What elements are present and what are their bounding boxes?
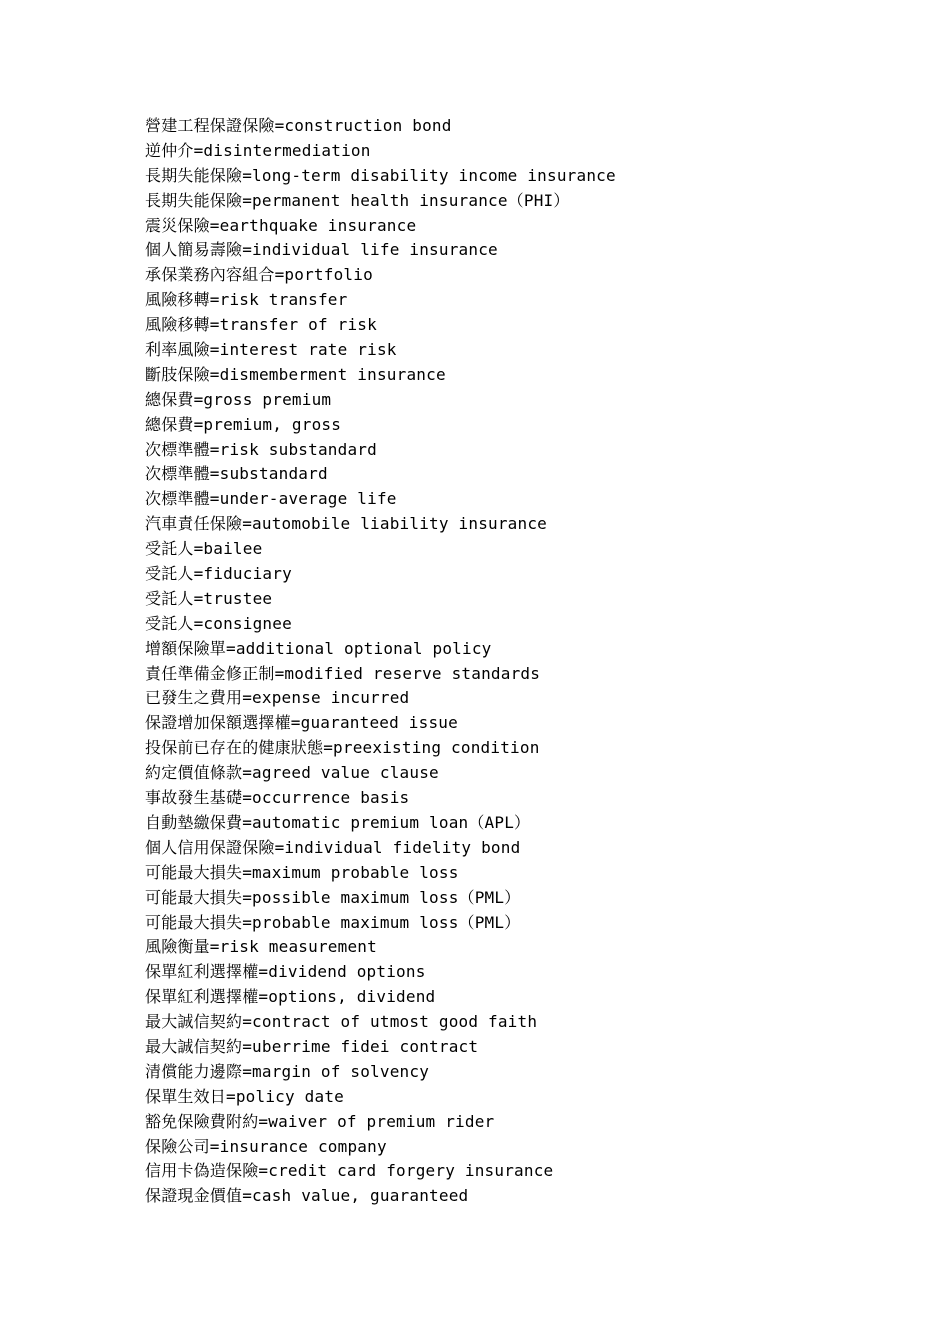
glossary-line: 事故發生基礎=occurrence basis <box>145 788 410 808</box>
glossary-line: 受託人=consignee <box>145 613 292 633</box>
glossary-line: 可能最大損失=maximum probable loss <box>145 862 459 882</box>
glossary-line: 汽車責任保險=automobile liability insurance <box>145 514 548 534</box>
glossary-line: 已發生之費用=expense incurred <box>145 688 410 708</box>
glossary-line: 可能最大損失=probable maximum loss（PML） <box>145 912 521 932</box>
glossary-line: 責任準備金修正制=modified reserve standards <box>145 663 541 683</box>
glossary-line: 信用卡偽造保險=credit card forgery insurance <box>145 1161 554 1181</box>
glossary-line: 斷肢保險=dismemberment insurance <box>145 364 446 384</box>
glossary-line: 最大誠信契約=contract of utmost good faith <box>145 1012 538 1032</box>
glossary-line: 保證現金價值=cash value, guaranteed <box>145 1186 469 1206</box>
glossary-line: 風險移轉=transfer of risk <box>145 315 377 335</box>
glossary-line: 增額保險單=additional optional policy <box>145 638 492 658</box>
glossary-line: 風險衡量=risk measurement <box>145 937 377 957</box>
glossary-line: 保單生效日=policy date <box>145 1086 344 1106</box>
glossary-line: 豁免保險費附約=waiver of premium rider <box>145 1111 495 1131</box>
glossary-line: 最大誠信契約=uberrime fidei contract <box>145 1036 479 1056</box>
glossary-line: 自動墊繳保費=automatic premium loan（APL） <box>145 812 531 832</box>
glossary-line: 逆仲介=disintermediation <box>145 140 371 160</box>
glossary-line: 投保前已存在的健康狀態=preexisting condition <box>145 738 540 758</box>
glossary-line: 受託人=trustee <box>145 588 273 608</box>
glossary-line: 承保業務內容組合=portfolio <box>145 265 373 285</box>
glossary-line: 長期失能保險=permanent health insurance（PHI） <box>145 190 570 210</box>
glossary-line: 清償能力邊際=margin of solvency <box>145 1061 430 1081</box>
glossary-line: 震災保險=earthquake insurance <box>145 215 417 235</box>
glossary-line: 總保費=premium, gross <box>145 414 342 434</box>
glossary-line: 保證增加保額選擇權=guaranteed issue <box>145 713 458 733</box>
glossary-line: 保單紅利選擇權=dividend options <box>145 962 426 982</box>
glossary-line: 保單紅利選擇權=options, dividend <box>145 987 436 1007</box>
glossary-line: 約定價值條款=agreed value clause <box>145 763 439 783</box>
glossary-line: 風險移轉=risk transfer <box>145 290 348 310</box>
glossary-line: 個人簡易壽險=individual life insurance <box>145 240 498 260</box>
glossary-line: 次標準體=risk substandard <box>145 439 377 459</box>
glossary-line: 總保費=gross premium <box>145 389 332 409</box>
glossary-line: 可能最大損失=possible maximum loss（PML） <box>145 887 521 907</box>
glossary-line: 次標準體=under-average life <box>145 489 397 509</box>
glossary-line: 保險公司=insurance company <box>145 1136 387 1156</box>
glossary-term-list <box>145 114 616 1209</box>
glossary-line: 受託人=fiduciary <box>145 564 292 584</box>
glossary-line: 次標準體=substandard <box>145 464 328 484</box>
glossary-line: 營建工程保證保險=construction bond <box>145 116 452 135</box>
glossary-line: 個人信用保證保險=individual fidelity bond <box>145 837 521 857</box>
glossary-line: 長期失能保險=long-term disability income insurance <box>145 165 616 185</box>
glossary-line: 利率風險=interest rate risk <box>145 340 397 360</box>
glossary-line: 受託人=bailee <box>145 539 263 559</box>
